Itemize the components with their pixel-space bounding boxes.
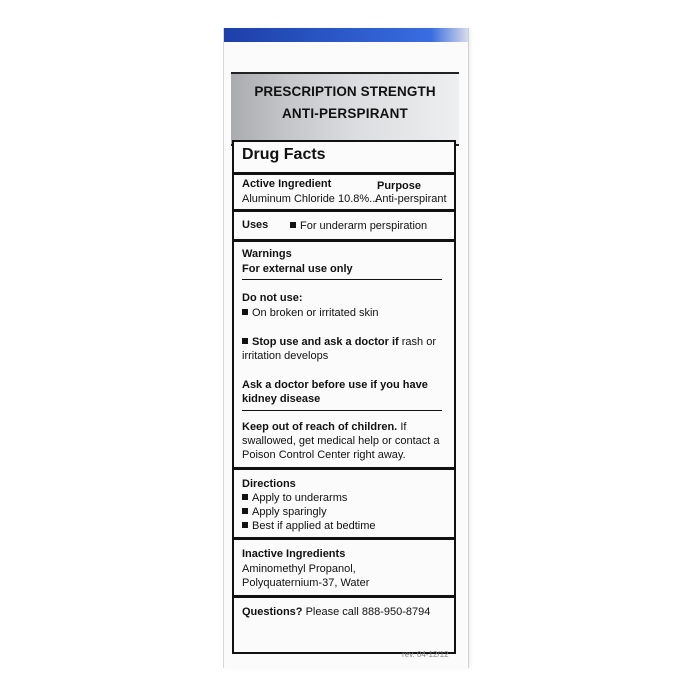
drug-facts-heading: Drug Facts (242, 146, 326, 163)
do-not-use-item: On broken or irritated skin (242, 306, 379, 320)
divider-thick (234, 239, 454, 242)
title-line-1: PRESCRIPTION STRENGTH (254, 84, 436, 99)
questions-text: Questions? Please call 888-950-8794 (242, 606, 431, 618)
active-ingredient-value: Aluminum Chloride 10.8%... (242, 193, 379, 205)
inactive-ingredients-label: Inactive Ingredients (242, 548, 346, 560)
external-use-text: For external use only (242, 263, 353, 275)
bullet-square-icon (290, 222, 296, 228)
keep-out-line-1: Keep out of reach of children. If (242, 421, 407, 433)
bullet-square-icon (242, 522, 248, 528)
directions-label: Directions (242, 478, 296, 490)
bullet-square-icon (242, 309, 248, 315)
divider-thick (234, 209, 454, 212)
stop-use-text-cont: irritation develops (242, 350, 329, 362)
purpose-label: Purpose (377, 180, 422, 192)
ask-doctor-line-2: kidney disease (242, 393, 321, 405)
inactive-ingredients-line-2: Polyquaternium-37, Water (242, 577, 370, 589)
directions-item: Apply to underarms (242, 491, 347, 505)
directions-item: Best if applied at bedtime (242, 519, 376, 533)
title-line-2: ANTI-PERSPIRANT (281, 106, 408, 121)
title-banner (231, 72, 459, 146)
bullet-square-icon (242, 338, 248, 344)
revision-code: rev. 04-12/12 (402, 650, 449, 659)
blue-band (224, 28, 468, 42)
keep-out-line-2: swallowed, get medical help or contact a (242, 435, 440, 447)
stop-use-text: Stop use and ask a doctor if rash or (242, 335, 436, 349)
divider-thick (234, 537, 454, 540)
product-box-panel (223, 28, 469, 668)
bullet-square-icon (242, 508, 248, 514)
directions-item: Apply sparingly (242, 505, 327, 519)
ask-doctor-line-1: Ask a doctor before use if you have (242, 379, 428, 391)
divider-thin (242, 279, 442, 280)
divider-thin (242, 410, 442, 411)
warnings-label: Warnings (242, 248, 292, 260)
active-ingredient-label: Active Ingredient (242, 178, 332, 190)
uses-item: For underarm perspiration (290, 219, 427, 233)
inactive-ingredients-line-1: Aminomethyl Propanol, (242, 563, 356, 575)
uses-label: Uses (242, 219, 269, 231)
divider-thick (234, 467, 454, 470)
divider-thick (234, 172, 454, 175)
do-not-use-label: Do not use: (242, 292, 303, 304)
bullet-square-icon (242, 494, 248, 500)
purpose-value: Anti-perspirant (375, 193, 447, 205)
keep-out-line-3: Poison Control Center right away. (242, 449, 406, 461)
drug-facts-panel (232, 140, 456, 654)
divider-thick (234, 595, 454, 598)
